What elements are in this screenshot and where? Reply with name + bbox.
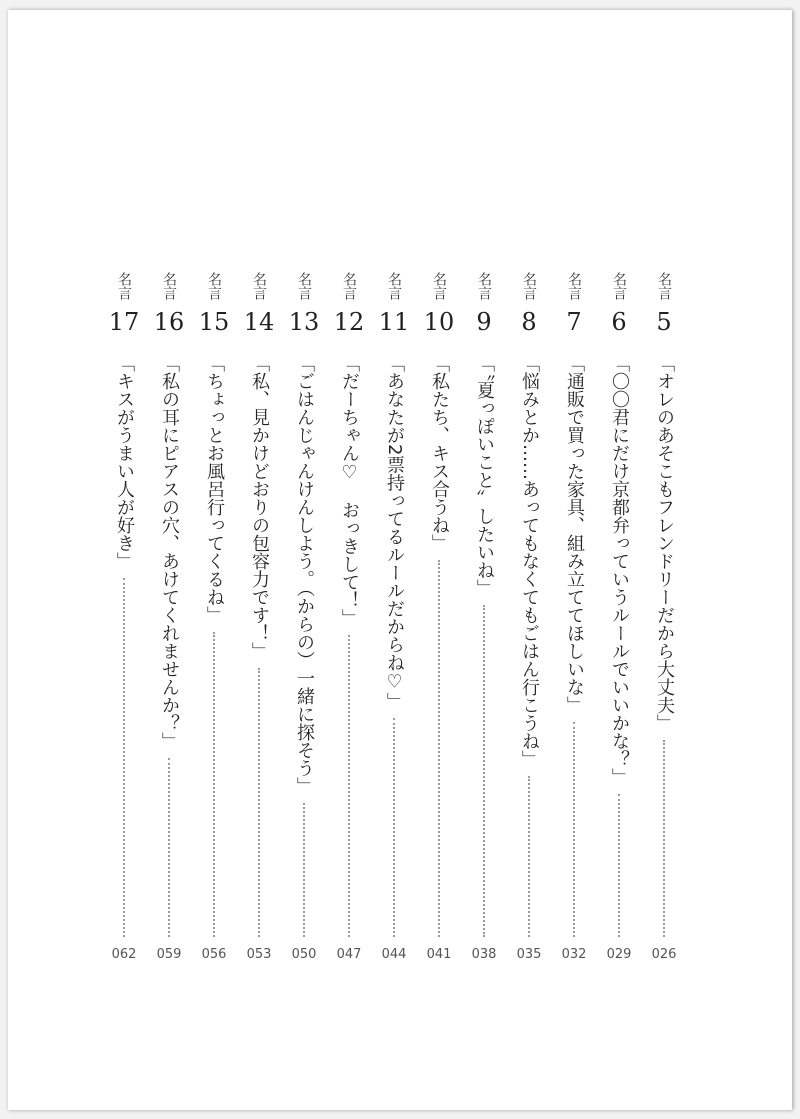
toc-entry[interactable] <box>329 272 369 962</box>
entry-number: 5 <box>656 308 672 336</box>
dot-leader <box>618 794 620 937</box>
dot-leader <box>528 776 530 937</box>
meigen-label: 名言 <box>296 272 312 300</box>
entry-title: 「〝夏っぽいこと〟したいね」 <box>474 354 495 597</box>
meigen-label: 名言 <box>656 272 672 300</box>
page-number: 035 <box>516 947 542 962</box>
page-number: 056 <box>201 947 227 962</box>
page-number: 041 <box>426 947 452 962</box>
meigen-label: 名言 <box>251 272 267 300</box>
entry-number: 8 <box>521 308 537 336</box>
page-number: 032 <box>561 947 587 962</box>
dot-leader <box>168 758 170 937</box>
meigen-label: 名言 <box>341 272 357 300</box>
entry-number: 12 <box>333 308 365 336</box>
toc-entry[interactable] <box>284 272 324 962</box>
page-number: 026 <box>651 947 677 962</box>
page-number: 053 <box>246 947 272 962</box>
page-number: 044 <box>381 947 407 962</box>
dot-leader <box>258 668 260 937</box>
entry-number: 17 <box>108 308 140 336</box>
meigen-label: 名言 <box>566 272 582 300</box>
entry-title: 「悩みとか……あってもなくてもごはん行こうね」 <box>519 354 540 768</box>
page-number: 038 <box>471 947 497 962</box>
meigen-label: 名言 <box>431 272 447 300</box>
page-number: 059 <box>156 947 182 962</box>
dot-leader <box>213 632 215 937</box>
entry-number: 10 <box>423 308 455 336</box>
entry-title: 「通販で買った家具、組み立ててほしいな」 <box>564 354 585 714</box>
toc-entry[interactable] <box>554 272 594 962</box>
dot-leader <box>393 718 395 937</box>
meigen-label: 名言 <box>611 272 627 300</box>
dot-leader <box>573 722 575 937</box>
toc-entry[interactable] <box>599 272 639 962</box>
toc-page <box>8 10 792 1110</box>
toc-entry[interactable] <box>104 272 144 962</box>
entry-title: 「私、見かけどおりの包容力です！」 <box>249 354 270 660</box>
entry-number: 14 <box>243 308 275 336</box>
entry-number: 7 <box>566 308 582 336</box>
entry-title: 「私たち、キス合うね」 <box>429 354 450 552</box>
entry-title: 「オレのあそこもフレンドリーだから大丈夫」 <box>654 354 675 732</box>
dot-leader <box>663 740 665 937</box>
entry-title: 「私の耳にピアスの穴、あけてくれませんか？」 <box>159 354 180 750</box>
toc-entry[interactable] <box>374 272 414 962</box>
dot-leader <box>438 560 440 937</box>
toc-entry[interactable] <box>239 272 279 962</box>
toc-entry[interactable] <box>194 272 234 962</box>
toc-entry[interactable] <box>464 272 504 962</box>
entry-title: 「ちょっとお風呂行ってくるね」 <box>204 354 225 624</box>
entry-title: 「だーちゃん♡ おっきして！」 <box>339 354 360 627</box>
entry-title: 「ごはんじゃんけんしよう。（からの）一緒に探そう」 <box>294 354 315 795</box>
entry-title: 「あなたが2票持ってるルールだからね♡」 <box>384 354 405 711</box>
page-number: 050 <box>291 947 317 962</box>
meigen-label: 名言 <box>206 272 222 300</box>
dot-leader <box>303 803 305 937</box>
entry-number: 9 <box>476 308 492 336</box>
dot-leader <box>123 578 125 937</box>
entry-number: 13 <box>288 308 320 336</box>
meigen-label: 名言 <box>386 272 402 300</box>
entry-number: 11 <box>378 308 410 336</box>
meigen-label: 名言 <box>116 272 132 300</box>
page-number: 029 <box>606 947 632 962</box>
meigen-label: 名言 <box>521 272 537 300</box>
entry-number: 16 <box>153 308 185 336</box>
page-number: 062 <box>111 947 137 962</box>
toc-entry[interactable] <box>644 272 684 962</box>
toc-entry[interactable] <box>509 272 549 962</box>
entry-title: 「キスがうまい人が好き」 <box>114 354 135 570</box>
dot-leader <box>483 605 485 937</box>
entry-number: 15 <box>198 308 230 336</box>
dot-leader <box>348 635 350 937</box>
meigen-label: 名言 <box>161 272 177 300</box>
entry-number: 6 <box>611 308 627 336</box>
toc-entry[interactable] <box>419 272 459 962</box>
page-number: 047 <box>336 947 362 962</box>
toc-entry[interactable] <box>149 272 189 962</box>
meigen-label: 名言 <box>476 272 492 300</box>
entry-title: 「〇〇君にだけ京都弁っていうルールでいいかな？」 <box>609 354 630 786</box>
